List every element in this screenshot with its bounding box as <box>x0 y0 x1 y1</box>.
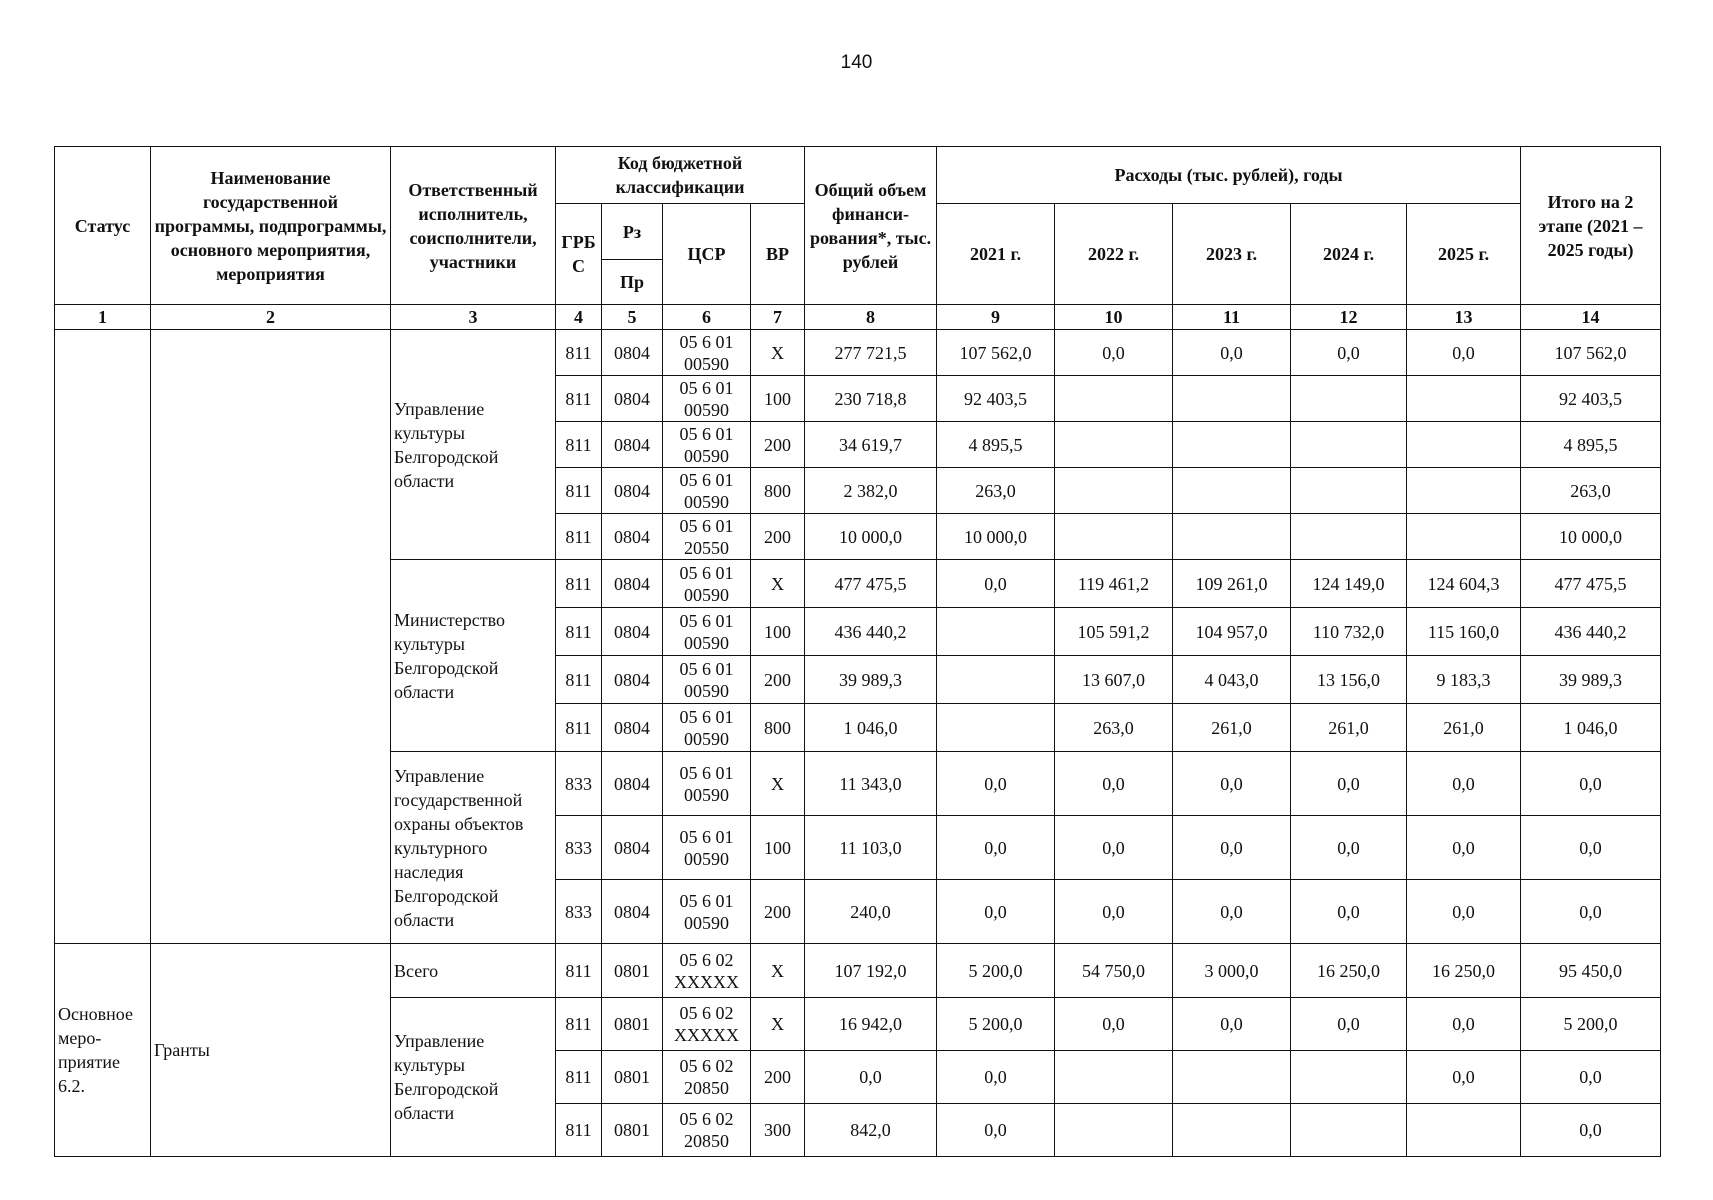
rzpr-cell: 0804 <box>602 330 663 376</box>
y2024-cell: 261,0 <box>1291 704 1407 752</box>
rzpr-cell: 0801 <box>602 1104 663 1157</box>
y2022-cell <box>1055 468 1173 514</box>
y2023-cell: 3 000,0 <box>1173 944 1291 998</box>
y2025-cell <box>1407 1104 1521 1157</box>
y2025-cell: 0,0 <box>1407 998 1521 1051</box>
csr-program-code: 05 6 02 <box>679 1109 734 1129</box>
csr-program-code: 05 6 01 <box>679 377 734 398</box>
rzpr-cell: 0804 <box>602 752 663 816</box>
column-number: 9 <box>937 305 1055 330</box>
total-cell: 477 475,5 <box>805 560 937 608</box>
itogo-cell: 0,0 <box>1521 752 1661 816</box>
csr-direction-code: 20850 <box>684 1131 729 1151</box>
csr-cell <box>663 514 751 560</box>
y2021-cell: 4 895,5 <box>937 422 1055 468</box>
y2025-cell: 16 250,0 <box>1407 944 1521 998</box>
y2023-cell <box>1173 468 1291 514</box>
y2021-cell: 0,0 <box>937 560 1055 608</box>
total-cell: 11 343,0 <box>805 752 937 816</box>
y2023-cell: 0,0 <box>1173 752 1291 816</box>
rzpr-cell: 0804 <box>602 422 663 468</box>
csr-program-code: 05 6 01 <box>679 610 734 631</box>
y2022-cell <box>1055 514 1173 560</box>
column-number: 5 <box>602 305 663 330</box>
csr-direction-code: 00590 <box>684 912 729 933</box>
grbs-cell: 811 <box>556 330 602 376</box>
y2022-cell: 263,0 <box>1055 704 1173 752</box>
y2022-cell: 13 607,0 <box>1055 656 1173 704</box>
itogo-cell: 0,0 <box>1521 816 1661 880</box>
column-number: 2 <box>151 305 391 330</box>
y2024-cell <box>1291 514 1407 560</box>
grbs-cell: 833 <box>556 752 602 816</box>
executor-cell: Министерство культуры Белгородской области <box>391 560 556 752</box>
itogo-cell: 0,0 <box>1521 1051 1661 1104</box>
csr-cell <box>663 880 751 944</box>
y2022-cell: 119 461,2 <box>1055 560 1173 608</box>
total-cell: 240,0 <box>805 880 937 944</box>
header-expenses: Расходы (тыс. рублей), годы <box>937 147 1521 204</box>
column-number: 11 <box>1173 305 1291 330</box>
y2021-cell: 0,0 <box>937 752 1055 816</box>
y2024-cell <box>1291 468 1407 514</box>
csr-program-code: 05 6 01 <box>679 890 734 911</box>
total-cell: 107 192,0 <box>805 944 937 998</box>
y2022-cell: 0,0 <box>1055 752 1173 816</box>
y2023-cell: 4 043,0 <box>1173 656 1291 704</box>
executor-cell: Всего <box>391 944 556 998</box>
executor-cell: Управление государственной охраны объектов культурного наследия Белгородской области <box>391 752 556 944</box>
y2023-cell: 0,0 <box>1173 330 1291 376</box>
y2022-cell <box>1055 422 1173 468</box>
executor-cell: Управление культуры Белгородской области <box>391 330 556 560</box>
column-number-row <box>55 305 1661 330</box>
y2021-cell: 263,0 <box>937 468 1055 514</box>
csr-cell <box>663 422 751 468</box>
rzpr-cell: 0804 <box>602 704 663 752</box>
total-cell: 39 989,3 <box>805 656 937 704</box>
y2023-cell <box>1173 514 1291 560</box>
grbs-cell: 833 <box>556 816 602 880</box>
header-year-2022: 2022 г. <box>1055 204 1173 305</box>
y2025-cell: 115 160,0 <box>1407 608 1521 656</box>
table-row-total <box>55 944 1661 998</box>
grbs-cell: 811 <box>556 1051 602 1104</box>
table-header <box>55 147 1661 330</box>
header-status: Статус <box>55 147 151 305</box>
csr-program-code: 05 6 01 <box>679 658 734 679</box>
y2025-cell: 0,0 <box>1407 752 1521 816</box>
executor-cell: Управление культуры Белгородской области <box>391 998 556 1157</box>
y2024-cell: 0,0 <box>1291 330 1407 376</box>
grbs-cell: 811 <box>556 514 602 560</box>
csr-program-code: 05 6 02 <box>679 1003 734 1023</box>
vr-cell: X <box>751 752 805 816</box>
itogo-cell: 92 403,5 <box>1521 376 1661 422</box>
y2024-cell: 0,0 <box>1291 752 1407 816</box>
itogo-cell: 0,0 <box>1521 880 1661 944</box>
budget-table <box>54 146 1661 1157</box>
csr-direction-code: 00590 <box>684 445 729 466</box>
csr-direction-code: 00590 <box>684 353 729 374</box>
y2021-cell: 92 403,5 <box>937 376 1055 422</box>
csr-cell <box>663 376 751 422</box>
vr-cell: X <box>751 998 805 1051</box>
grbs-cell: 811 <box>556 656 602 704</box>
rzpr-cell: 0801 <box>602 998 663 1051</box>
y2023-cell: 0,0 <box>1173 880 1291 944</box>
header-csr: ЦСР <box>663 204 751 305</box>
rzpr-cell: 0804 <box>602 376 663 422</box>
csr-program-code: 05 6 01 <box>679 706 734 727</box>
y2025-cell: 0,0 <box>1407 880 1521 944</box>
total-cell: 10 000,0 <box>805 514 937 560</box>
vr-cell: 200 <box>751 880 805 944</box>
y2023-cell <box>1173 422 1291 468</box>
total-cell: 34 619,7 <box>805 422 937 468</box>
y2024-cell: 0,0 <box>1291 998 1407 1051</box>
y2024-cell: 13 156,0 <box>1291 656 1407 704</box>
y2021-cell: 5 200,0 <box>937 944 1055 998</box>
rzpr-cell: 0804 <box>602 514 663 560</box>
y2025-cell <box>1407 514 1521 560</box>
grbs-cell: 811 <box>556 376 602 422</box>
csr-direction-code: XXXXX <box>674 1025 739 1045</box>
csr-program-code: 05 6 01 <box>679 826 734 847</box>
itogo-cell: 95 450,0 <box>1521 944 1661 998</box>
csr-program-code: 05 6 01 <box>679 423 734 444</box>
y2025-cell: 0,0 <box>1407 816 1521 880</box>
y2022-cell <box>1055 1104 1173 1157</box>
vr-cell: X <box>751 330 805 376</box>
y2022-cell: 54 750,0 <box>1055 944 1173 998</box>
column-number: 13 <box>1407 305 1521 330</box>
header-year-2023: 2023 г. <box>1173 204 1291 305</box>
column-number: 1 <box>55 305 151 330</box>
csr-program-code: 05 6 02 <box>679 1056 734 1076</box>
itogo-cell: 39 989,3 <box>1521 656 1661 704</box>
header-rz: Рз <box>602 204 663 260</box>
header-total-volume: Общий объем финанси-рования*, тыс. рублей <box>805 147 937 305</box>
rzpr-cell: 0804 <box>602 468 663 514</box>
header-year-2025: 2025 г. <box>1407 204 1521 305</box>
csr-program-code: 05 6 02 <box>679 949 734 970</box>
y2024-cell: 110 732,0 <box>1291 608 1407 656</box>
csr-program-code: 05 6 01 <box>679 331 734 352</box>
y2024-cell: 16 250,0 <box>1291 944 1407 998</box>
y2023-cell <box>1173 1051 1291 1104</box>
column-number: 6 <box>663 305 751 330</box>
page-number: 140 <box>840 52 873 73</box>
csr-cell <box>663 816 751 880</box>
csr-program-code: 05 6 01 <box>679 515 734 536</box>
y2025-cell <box>1407 468 1521 514</box>
csr-direction-code: 20550 <box>684 537 729 558</box>
y2023-cell: 0,0 <box>1173 816 1291 880</box>
y2024-cell: 124 149,0 <box>1291 560 1407 608</box>
column-number: 14 <box>1521 305 1661 330</box>
itogo-cell: 436 440,2 <box>1521 608 1661 656</box>
y2025-cell: 124 604,3 <box>1407 560 1521 608</box>
vr-cell: 200 <box>751 514 805 560</box>
column-number: 7 <box>751 305 805 330</box>
y2025-cell: 0,0 <box>1407 1051 1521 1104</box>
table-body <box>55 330 1661 1157</box>
csr-direction-code: XXXXX <box>674 971 739 992</box>
vr-cell: 100 <box>751 816 805 880</box>
rzpr-cell: 0804 <box>602 816 663 880</box>
column-number: 12 <box>1291 305 1407 330</box>
y2024-cell: 0,0 <box>1291 816 1407 880</box>
y2022-cell: 0,0 <box>1055 330 1173 376</box>
csr-program-code: 05 6 01 <box>679 762 734 783</box>
y2023-cell: 109 261,0 <box>1173 560 1291 608</box>
column-number: 3 <box>391 305 556 330</box>
vr-cell: 100 <box>751 376 805 422</box>
y2021-cell <box>937 608 1055 656</box>
total-cell: 277 721,5 <box>805 330 937 376</box>
name-cell <box>151 330 391 944</box>
vr-cell: X <box>751 944 805 998</box>
vr-cell: 800 <box>751 704 805 752</box>
header-vr: ВР <box>751 204 805 305</box>
grbs-cell: 811 <box>556 608 602 656</box>
header-pr: Пр <box>602 260 663 305</box>
grbs-cell: 833 <box>556 880 602 944</box>
y2021-cell: 0,0 <box>937 1051 1055 1104</box>
total-cell: 1 046,0 <box>805 704 937 752</box>
csr-direction-code: 00590 <box>684 784 729 805</box>
csr-program-code: 05 6 01 <box>679 469 734 490</box>
total-cell: 2 382,0 <box>805 468 937 514</box>
csr-cell <box>663 704 751 752</box>
y2021-cell: 5 200,0 <box>937 998 1055 1051</box>
csr-direction-code: 00590 <box>684 491 729 512</box>
itogo-cell: 0,0 <box>1521 1104 1661 1157</box>
itogo-cell: 263,0 <box>1521 468 1661 514</box>
y2022-cell: 0,0 <box>1055 880 1173 944</box>
header-executor: Ответственный исполнитель, соисполнители, участники <box>391 147 556 305</box>
header-year-2021: 2021 г. <box>937 204 1055 305</box>
y2023-cell: 261,0 <box>1173 704 1291 752</box>
csr-cell <box>663 1051 751 1104</box>
y2021-cell: 107 562,0 <box>937 330 1055 376</box>
y2025-cell <box>1407 422 1521 468</box>
y2024-cell: 0,0 <box>1291 880 1407 944</box>
total-cell: 842,0 <box>805 1104 937 1157</box>
y2025-cell <box>1407 376 1521 422</box>
y2021-cell <box>937 656 1055 704</box>
y2021-cell: 0,0 <box>937 816 1055 880</box>
rzpr-cell: 0804 <box>602 608 663 656</box>
y2025-cell: 0,0 <box>1407 330 1521 376</box>
y2021-cell: 0,0 <box>937 880 1055 944</box>
vr-cell: X <box>751 560 805 608</box>
y2023-cell <box>1173 376 1291 422</box>
vr-cell: 100 <box>751 608 805 656</box>
y2024-cell <box>1291 1104 1407 1157</box>
y2021-cell: 10 000,0 <box>937 514 1055 560</box>
csr-cell <box>663 330 751 376</box>
total-cell: 11 103,0 <box>805 816 937 880</box>
csr-direction-code: 00590 <box>684 680 729 701</box>
csr-direction-code: 00590 <box>684 632 729 653</box>
header-itogo: Итого на 2 этапе (2021 – 2025 годы) <box>1521 147 1661 305</box>
y2022-cell: 0,0 <box>1055 816 1173 880</box>
vr-cell: 200 <box>751 656 805 704</box>
csr-cell <box>663 944 751 998</box>
y2024-cell <box>1291 1051 1407 1104</box>
header-year-2024: 2024 г. <box>1291 204 1407 305</box>
header-grbs: ГРБ С <box>556 204 602 305</box>
total-cell: 436 440,2 <box>805 608 937 656</box>
vr-cell: 800 <box>751 468 805 514</box>
csr-direction-code: 20850 <box>684 1078 729 1098</box>
csr-cell <box>663 998 751 1051</box>
y2021-cell: 0,0 <box>937 1104 1055 1157</box>
column-number: 4 <box>556 305 602 330</box>
rzpr-cell: 0804 <box>602 656 663 704</box>
name-cell: Гранты <box>151 944 391 1157</box>
grbs-cell: 811 <box>556 998 602 1051</box>
table-row <box>55 330 1661 376</box>
csr-direction-code: 00590 <box>684 584 729 605</box>
rzpr-cell: 0804 <box>602 880 663 944</box>
grbs-cell: 811 <box>556 1104 602 1157</box>
vr-cell: 200 <box>751 1051 805 1104</box>
y2023-cell: 0,0 <box>1173 998 1291 1051</box>
header-name: Наименование государственной программы, подпрограммы, основного мероприятия, мероприятия <box>151 147 391 305</box>
y2025-cell: 261,0 <box>1407 704 1521 752</box>
csr-program-code: 05 6 01 <box>679 562 734 583</box>
csr-direction-code: 00590 <box>684 728 729 749</box>
rzpr-cell: 0804 <box>602 560 663 608</box>
csr-cell <box>663 608 751 656</box>
itogo-cell: 1 046,0 <box>1521 704 1661 752</box>
csr-cell <box>663 1104 751 1157</box>
csr-direction-code: 00590 <box>684 848 729 869</box>
y2022-cell <box>1055 1051 1173 1104</box>
y2023-cell <box>1173 1104 1291 1157</box>
y2023-cell: 104 957,0 <box>1173 608 1291 656</box>
grbs-cell: 811 <box>556 944 602 998</box>
itogo-cell: 477 475,5 <box>1521 560 1661 608</box>
itogo-cell: 4 895,5 <box>1521 422 1661 468</box>
y2025-cell: 9 183,3 <box>1407 656 1521 704</box>
rzpr-cell: 0801 <box>602 1051 663 1104</box>
itogo-cell: 10 000,0 <box>1521 514 1661 560</box>
y2022-cell: 0,0 <box>1055 998 1173 1051</box>
csr-direction-code: 00590 <box>684 399 729 420</box>
grbs-cell: 811 <box>556 560 602 608</box>
grbs-cell: 811 <box>556 422 602 468</box>
rzpr-cell: 0801 <box>602 944 663 998</box>
y2024-cell <box>1291 422 1407 468</box>
csr-cell <box>663 468 751 514</box>
header-budget-code: Код бюджетной классификации <box>556 147 805 204</box>
csr-cell <box>663 752 751 816</box>
status-cell: Основное меро-приятие 6.2. <box>55 944 151 1157</box>
total-cell: 16 942,0 <box>805 998 937 1051</box>
csr-cell <box>663 656 751 704</box>
itogo-cell: 107 562,0 <box>1521 330 1661 376</box>
total-cell: 0,0 <box>805 1051 937 1104</box>
vr-cell: 200 <box>751 422 805 468</box>
total-cell: 230 718,8 <box>805 376 937 422</box>
vr-cell: 300 <box>751 1104 805 1157</box>
column-number: 10 <box>1055 305 1173 330</box>
y2022-cell <box>1055 376 1173 422</box>
grbs-cell: 811 <box>556 704 602 752</box>
y2024-cell <box>1291 376 1407 422</box>
status-cell <box>55 330 151 944</box>
itogo-cell: 5 200,0 <box>1521 998 1661 1051</box>
column-number: 8 <box>805 305 937 330</box>
grbs-cell: 811 <box>556 468 602 514</box>
y2021-cell <box>937 704 1055 752</box>
y2022-cell: 105 591,2 <box>1055 608 1173 656</box>
csr-cell <box>663 560 751 608</box>
